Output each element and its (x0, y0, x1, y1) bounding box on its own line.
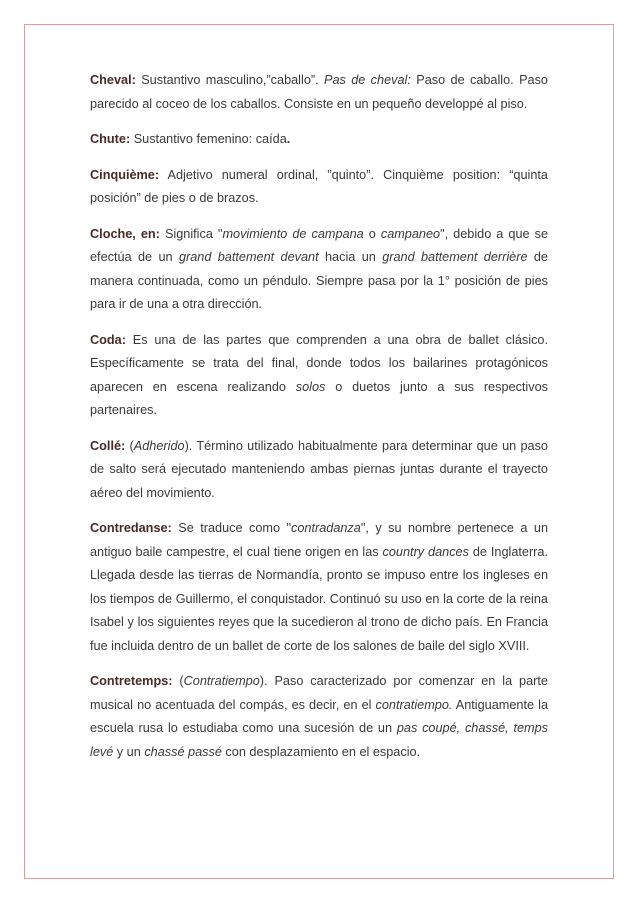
glossary-entry-colle (90, 435, 548, 506)
glossary-entry-coda (90, 329, 548, 423)
entry-text: o (363, 226, 381, 241)
entry-text-italic: grand battement devant (178, 250, 319, 264)
glossary-entry-cloche (90, 223, 548, 317)
entry-text-italic: movimiento de campana (222, 226, 364, 241)
entry-text: Antiguamente la escuela rusa lo estudiaba como una sucesión de un (90, 697, 548, 735)
entry-text-italic: Pas de cheval: (323, 73, 411, 87)
glossary-entry-chute (90, 128, 548, 152)
entry-text: hacia un (318, 250, 383, 264)
entry-text-italic: campaneo (380, 226, 441, 241)
entry-text: y un (113, 744, 145, 759)
entry-term: Contredanse: (90, 521, 172, 535)
entry-text: Adjetivo numeral ordinal, ”quinto”. Cinquième position: “quinta posición” de pies o de brazos. (90, 167, 548, 205)
entry-text: Se traduce como " (171, 521, 291, 535)
entry-text-bold: . (286, 132, 291, 146)
entry-term: Cheval: (90, 73, 136, 87)
entry-text: Es una de las partes que comprenden a una obra de ballet clásico. Específicamente se trata del final, donde todos los bailarines protagónicos aparecen en escena realizando (90, 332, 548, 394)
entry-text: ). Término utilizado habitualmente para determinar que un paso de salto será ejecutado manteniendo ambas piernas juntas durante el trayecto aéreo del movimiento. (90, 438, 548, 500)
entry-term: Collé: (90, 438, 126, 453)
glossary-entry-contredanse (90, 517, 548, 658)
entry-text-italic: Contratiempo (183, 674, 260, 688)
entry-term: Contretemps: (90, 674, 173, 688)
entry-text: ", y su nombre pertenece a un antiguo baile campestre, el cual tiene origen en las (90, 521, 548, 559)
entry-text-italic: contradanza (291, 521, 361, 535)
entry-text: ( (172, 674, 184, 688)
glossary-entry-cinquieme (90, 164, 548, 211)
glossary-entry-contretemps (90, 670, 548, 764)
entry-term: Cinquième: (90, 167, 160, 182)
entry-text-italic: solos (295, 379, 326, 394)
entry-text: de manera continuada, como un péndulo. Siempre pasa por la 1° posición de pies para ir de una a otra dirección. (90, 250, 548, 311)
entry-text: de Inglaterra. Llegada desde las tierras de Normandía, pronto se impuso entre los ingleses en los tiempos de Guillermo, el conquistador. Continuó su uso en la corte de la reina Isabel y los siguientes reyes que la sucedieron al trono de dicho país. En Francia fue incluida dentro de un ballet de corte de los salones de baile del siglo XVIII. (90, 544, 548, 653)
entry-text: o duetos junto a sus respectivos partenaires. (90, 379, 548, 417)
entry-term: Coda: (90, 332, 126, 347)
entry-text-italic: Adherido (133, 438, 185, 453)
entry-text: Paso de caballo. Paso parecido al coceo de los caballos. Consiste en un pequeño developpé al piso. (90, 73, 548, 111)
entry-term: Chute: (90, 132, 131, 146)
entry-text-italic: contratiempo. (375, 697, 453, 712)
entry-text: con desplazamiento en el espacio. (221, 744, 421, 759)
entry-term: Cloche, en: (90, 226, 160, 241)
glossary-entry-cheval (90, 69, 548, 116)
entry-text: Sustantivo femenino: caída (130, 132, 287, 146)
entry-text: ( (125, 438, 134, 453)
entry-text: ). Paso caracterizado por comenzar en la parte musical no acentuada del compás, es decir, en el (90, 674, 548, 712)
entry-text: Significa " (159, 226, 223, 241)
glossary-content (90, 69, 548, 776)
entry-text-italic: country dances (382, 544, 469, 559)
entry-text-italic: grand battement derrière (382, 250, 528, 264)
entry-text: ", debido a que se efectúa de un (90, 226, 548, 264)
entry-text: Sustantivo masculino,”caballo”. (135, 73, 324, 87)
entry-text-italic: chassé passé (144, 744, 222, 759)
entry-text-italic: pas coupé, chassé, temps levé (90, 721, 548, 759)
